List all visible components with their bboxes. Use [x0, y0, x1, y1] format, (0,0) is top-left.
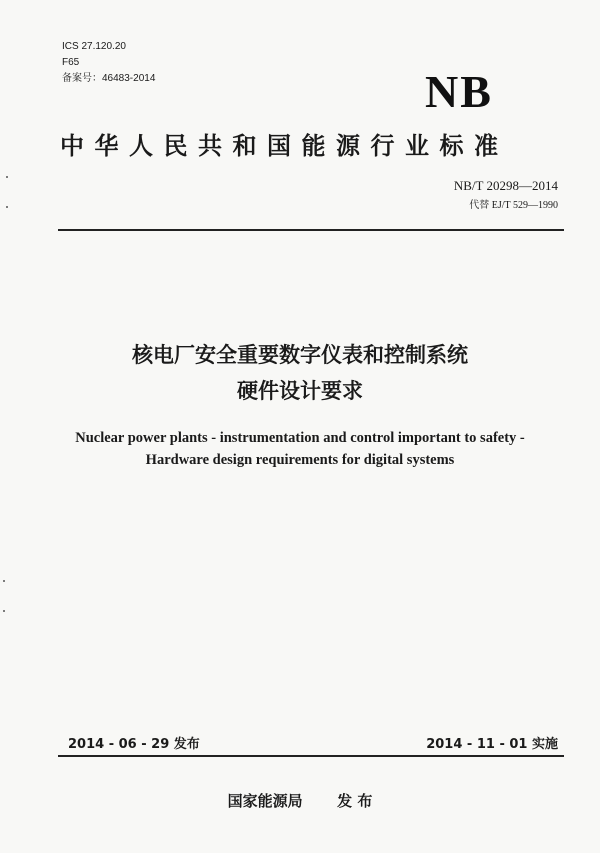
scan-speck [3, 580, 5, 582]
ccs-code: F65 [62, 57, 80, 68]
title-cn-line2: 硬件设计要求 [237, 379, 363, 403]
top-divider [58, 229, 564, 231]
organization-title: 中华人民共和国能源行业标准 [60, 132, 509, 160]
scan-speck [3, 610, 5, 612]
implementation-date: 2014 - 11 - 01 实施 [426, 737, 558, 752]
record-number: 备案号：46483-2014 [62, 73, 156, 84]
bottom-divider [58, 755, 564, 757]
standard-number: NB/T 20298—2014 [453, 178, 558, 193]
nb-logo: NB [425, 66, 493, 117]
issue-date: 2014 - 06 - 29 发布 [68, 737, 200, 752]
title-cn-line1: 核电厂安全重要数字仪表和控制系统 [132, 343, 468, 367]
publisher-name: 国家能源局 [227, 792, 303, 810]
title-en-line1: Nuclear power plants - instrumentation and control important to safety - [75, 430, 525, 446]
publisher-action: 发 布 [337, 792, 373, 810]
replaces-standard: 代替 EJ/T 529—1990 [469, 200, 558, 211]
scan-speck [6, 176, 8, 178]
ics-code: ICS 27.120.20 [62, 41, 126, 52]
title-en-line2: Hardware design requirements for digital systems [145, 452, 455, 468]
publisher-line [0, 790, 600, 811]
scan-speck [6, 206, 8, 208]
